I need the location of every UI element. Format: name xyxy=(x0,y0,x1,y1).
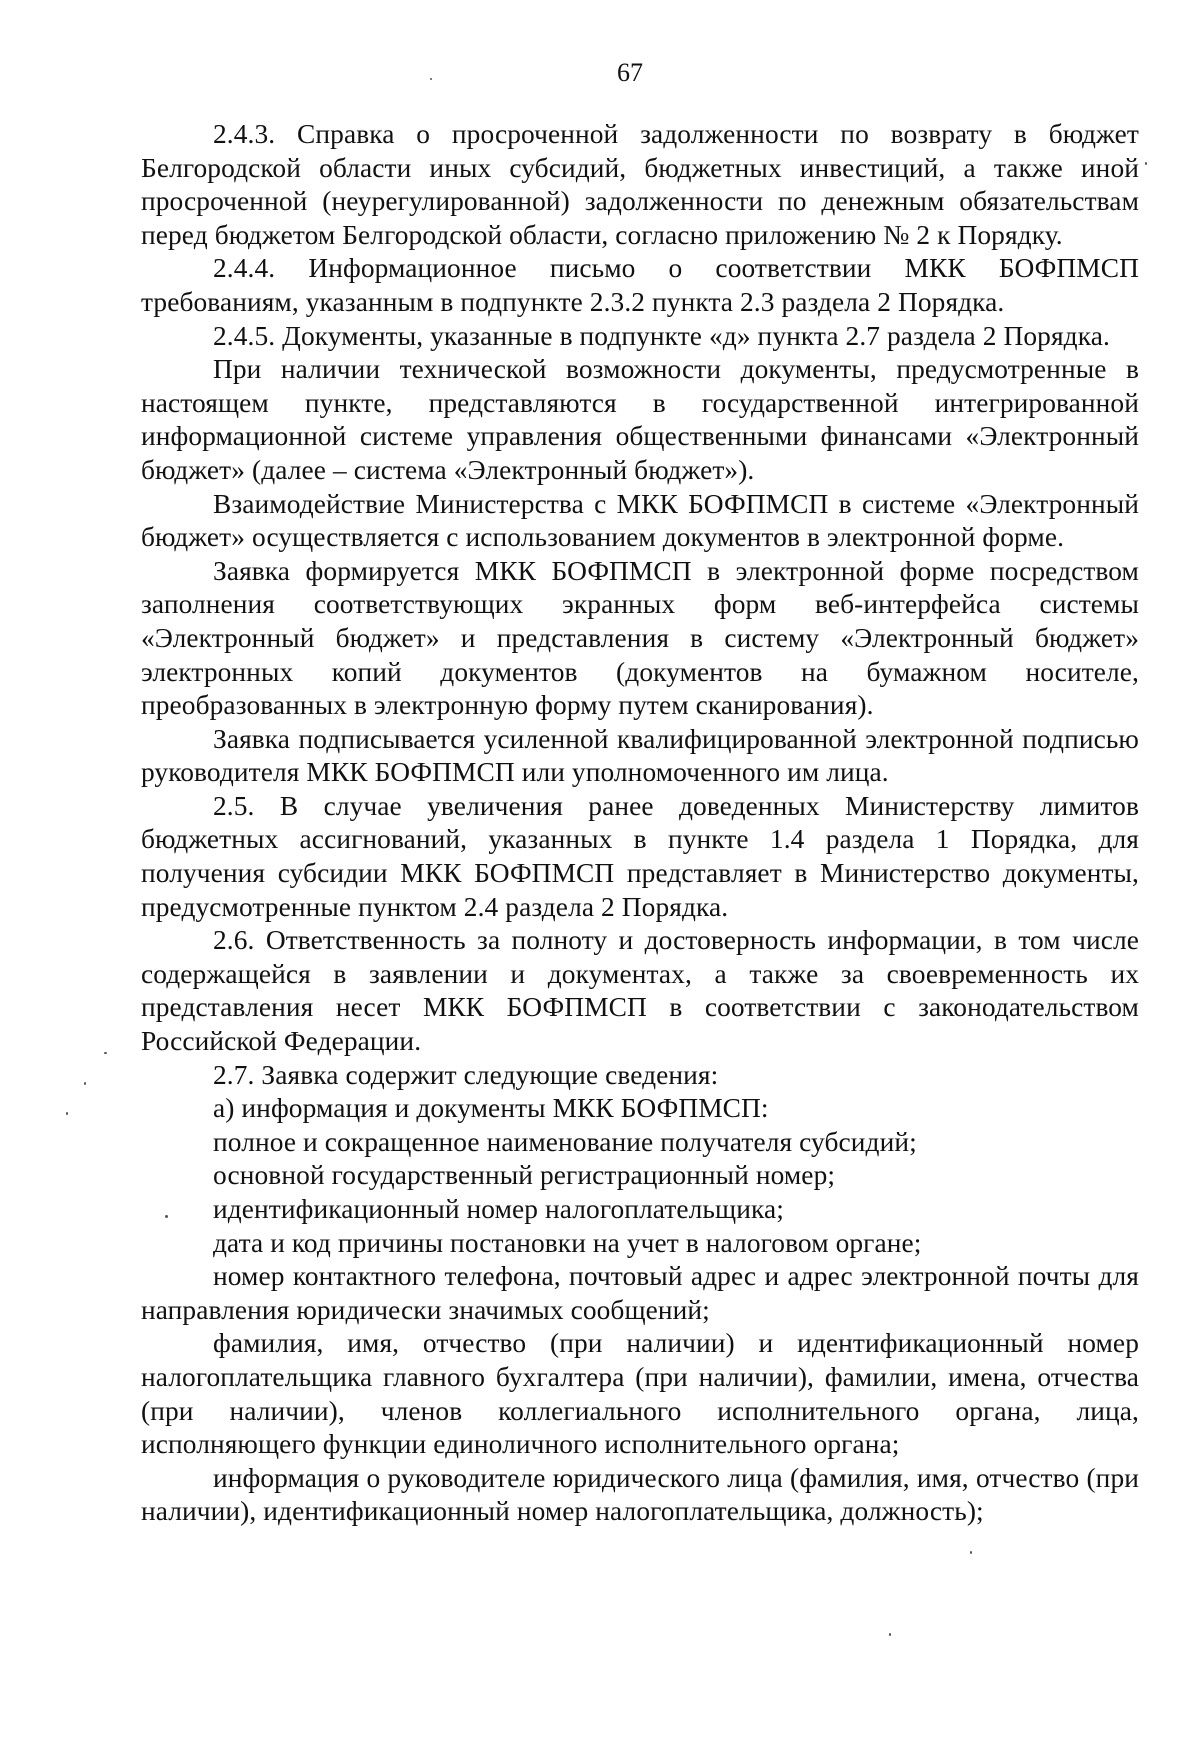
list-item-head-info: информация о руководителе юридического лица (фамилия, имя, отчество (при наличии), идентификационный номер налогоплательщика, должность); xyxy=(141,1462,1139,1527)
scan-speck xyxy=(66,1112,68,1115)
list-item-contacts: номер контактного телефона, почтовый адрес и адрес электронной почты для направления юридически значимых сообщений; xyxy=(141,1261,1139,1325)
scan-speck xyxy=(84,1082,86,1085)
paragraph-2-7: 2.7. Заявка содержит следующие сведения: xyxy=(213,1059,719,1090)
page-number: 67 xyxy=(617,58,643,87)
paragraph-application-formed: Заявка формируется МКК БОФПМСП в электронной форме посредством заполнения соответствующих экранных форм веб-интерфейса системы «Электронный бюджет» и представления в систему «Электронный бюджет» электронных копий документов (документов на бумажном носителе, преобразованных в электронную форму путем сканирования). xyxy=(141,555,1139,721)
paragraph-2-4-5: 2.4.5. Документы, указанные в подпункте «д» пункта 2.7 раздела 2 Порядка. xyxy=(213,320,1110,351)
scan-speck xyxy=(104,1052,107,1054)
scan-speck xyxy=(430,78,432,80)
paragraph-2-4-4: 2.4.4. Информационное письмо о соответствии МКК БОФПМСП требованиям, указанным в подпункте 2.3.2 пункта 2.3 раздела 2 Порядка. xyxy=(141,253,1139,317)
scan-speck xyxy=(889,1633,891,1636)
scan-speck xyxy=(165,1215,168,1218)
scan-speck xyxy=(970,1551,972,1554)
list-item-a: а) информация и документы МКК БОФПМСП: xyxy=(213,1093,769,1124)
paragraph-2-6: 2.6. Ответственность за полноту и достоверность информации, в том числе содержащейся в заявлении и документах, а также за своевременность их представления несет МКК БОФПМСП в соответствии с законодательством Российской Федерации. xyxy=(141,925,1139,1057)
paragraph-application-signed: Заявка подписывается усиленной квалифицированной электронной подписью руководителя МКК БОФПМСП или уполномоченного им лица. xyxy=(141,723,1139,788)
list-item-full-name: полное и сокращенное наименование получателя субсидий; xyxy=(213,1126,917,1157)
scan-speck xyxy=(1145,162,1147,165)
paragraph-technical-possibility: При наличии технической возможности документы, предусмотренные в настоящем пункте, представляются в государственной интегрированной информационной системе управления общественными финансами «Электронный бюджет» (далее – система «Электронный бюджет»). xyxy=(141,354,1139,485)
list-item-tax-registration: дата и код причины постановки на учет в налоговом органе; xyxy=(213,1227,922,1258)
paragraph-2-5: 2.5. В случае увеличения ранее доведенных Министерству лимитов бюджетных ассигнований, указанных в пункте 1.4 раздела 1 Порядка, для получения субсидии МКК БОФПМСП представляет в Министерство документы, предусмотренные пунктом 2.4 раздела 2 Порядка. xyxy=(141,790,1139,922)
paragraph-interaction: Взаимодействие Министерства с МКК БОФПМСП в системе «Электронный бюджет» осуществляется с использованием документов в электронной форме. xyxy=(141,488,1139,553)
list-item-ogrn: основной государственный регистрационный номер; xyxy=(213,1160,836,1191)
list-item-accountant: фамилия, имя, отчество (при наличии) и идентификационный номер налогоплательщика главного бухгалтера (при наличии), фамилии, имена, отчества (при наличии), членов коллегиального исполнительного органа, лица, исполняющего функции единоличного исполнительного органа; xyxy=(141,1328,1139,1460)
document-body xyxy=(141,118,1139,1529)
list-item-inn: идентификационный номер налогоплательщика; xyxy=(213,1194,784,1224)
paragraph-2-4-3: 2.4.3. Справка о просроченной задолженности по возврату в бюджет Белгородской области иных субсидий, бюджетных инвестиций, а также иной просроченной (неурегулированной) задолженности по денежным обязательствам перед бюджетом Белгородской области, согласно приложению № 2 к Порядку. xyxy=(141,119,1139,250)
